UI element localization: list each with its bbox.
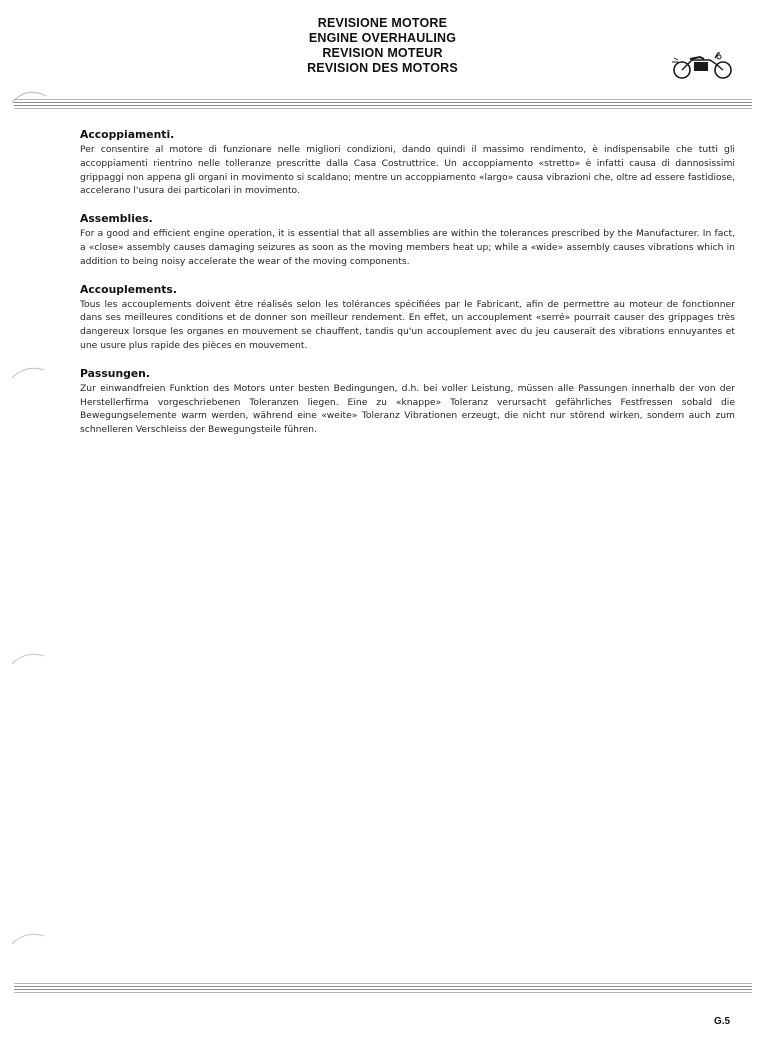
- section-german: [80, 366, 735, 437]
- binder-hole-mark: [10, 648, 48, 668]
- binder-hole-mark: [10, 928, 48, 948]
- page-header: [0, 16, 765, 76]
- header-title-it: REVISIONE MOTORE: [317, 16, 448, 30]
- page-number: G.5: [714, 1016, 731, 1027]
- section-body: Tous les accouplements doivent être réalisés selon les tolérances spécifiées par le Fabricant, afin de permettre au moteur de fonctionner dans ses meilleures conditions et de donner son meilleur rendement. En effet, un accouplement «serré» pourrait causer des grippages très dangereux lorsque les organes en mouvement se chauffent, tandis qu'un accouplement avec du jeu causerait des vibrations ennuyantes et une usure plus rapide des pièces en mouvement.: [80, 298, 735, 351]
- section-heading: Assemblies.: [80, 212, 153, 226]
- section-english: [80, 211, 735, 268]
- section-italian: [80, 127, 735, 198]
- header-rule: [14, 99, 752, 111]
- section-heading: Passungen.: [80, 366, 150, 380]
- section-heading: Accoppiamenti.: [80, 128, 175, 141]
- binder-hole-mark: [10, 362, 48, 382]
- section-body: Zur einwandfreien Funktion des Motors unter besten Bedingungen, d.h. bei voller Leistung, müssen alle Passungen innerhalb der von der Herstellerfirma vorgeschriebenen Toleranzen liegen. Eine zu «knappe» Toleranz verursacht gefährliches Festfressen sobald die Bewegungselemente warm werden, während eine «weite» Toleranz Vibrationen erzeugt, die nicht nur störend wirken, sondern auch zum schnelleren Verschleiss der Bewegungsteile führen.: [80, 382, 735, 436]
- header-title-de: REVISION DES MOTORS: [307, 61, 458, 75]
- header-title-en: ENGINE OVERHAULING: [308, 31, 457, 45]
- footer-rule: [14, 983, 752, 995]
- section-french: [80, 282, 735, 353]
- section-body: Per consentire al motore di funzionare nelle migliori condizioni, dando quindi il massimo rendimento, è indispensabile che tutti gli accoppiamenti rientrino nelle tolleranze prescritte dalla Casa Costruttrice. Un accoppiamento «stretto» è infatti causa di dannosissimi grippaggi non appena gli organi in movimento si scaldano; mentre un accoppiamento «largo» causa vibrazioni che, oltre ad essere fastidiose, accelerano l'usura dei particolari in movimento.: [80, 144, 735, 197]
- main-content: [80, 127, 735, 450]
- section-heading: Accouplements.: [80, 282, 177, 296]
- section-body: For a good and efficient engine operation, it is essential that all assemblies are within the tolerances prescribed by the Manufacturer. In fact, a «close» assembly causes damaging seizures as soon as the moving members heat up; while a «wide» assembly causes vibrations which in addition to being noisy accelerate the wear of the moving components.: [80, 228, 735, 267]
- motorcycle-icon: [670, 50, 734, 80]
- header-title-fr: REVISION MOTEUR: [322, 46, 443, 60]
